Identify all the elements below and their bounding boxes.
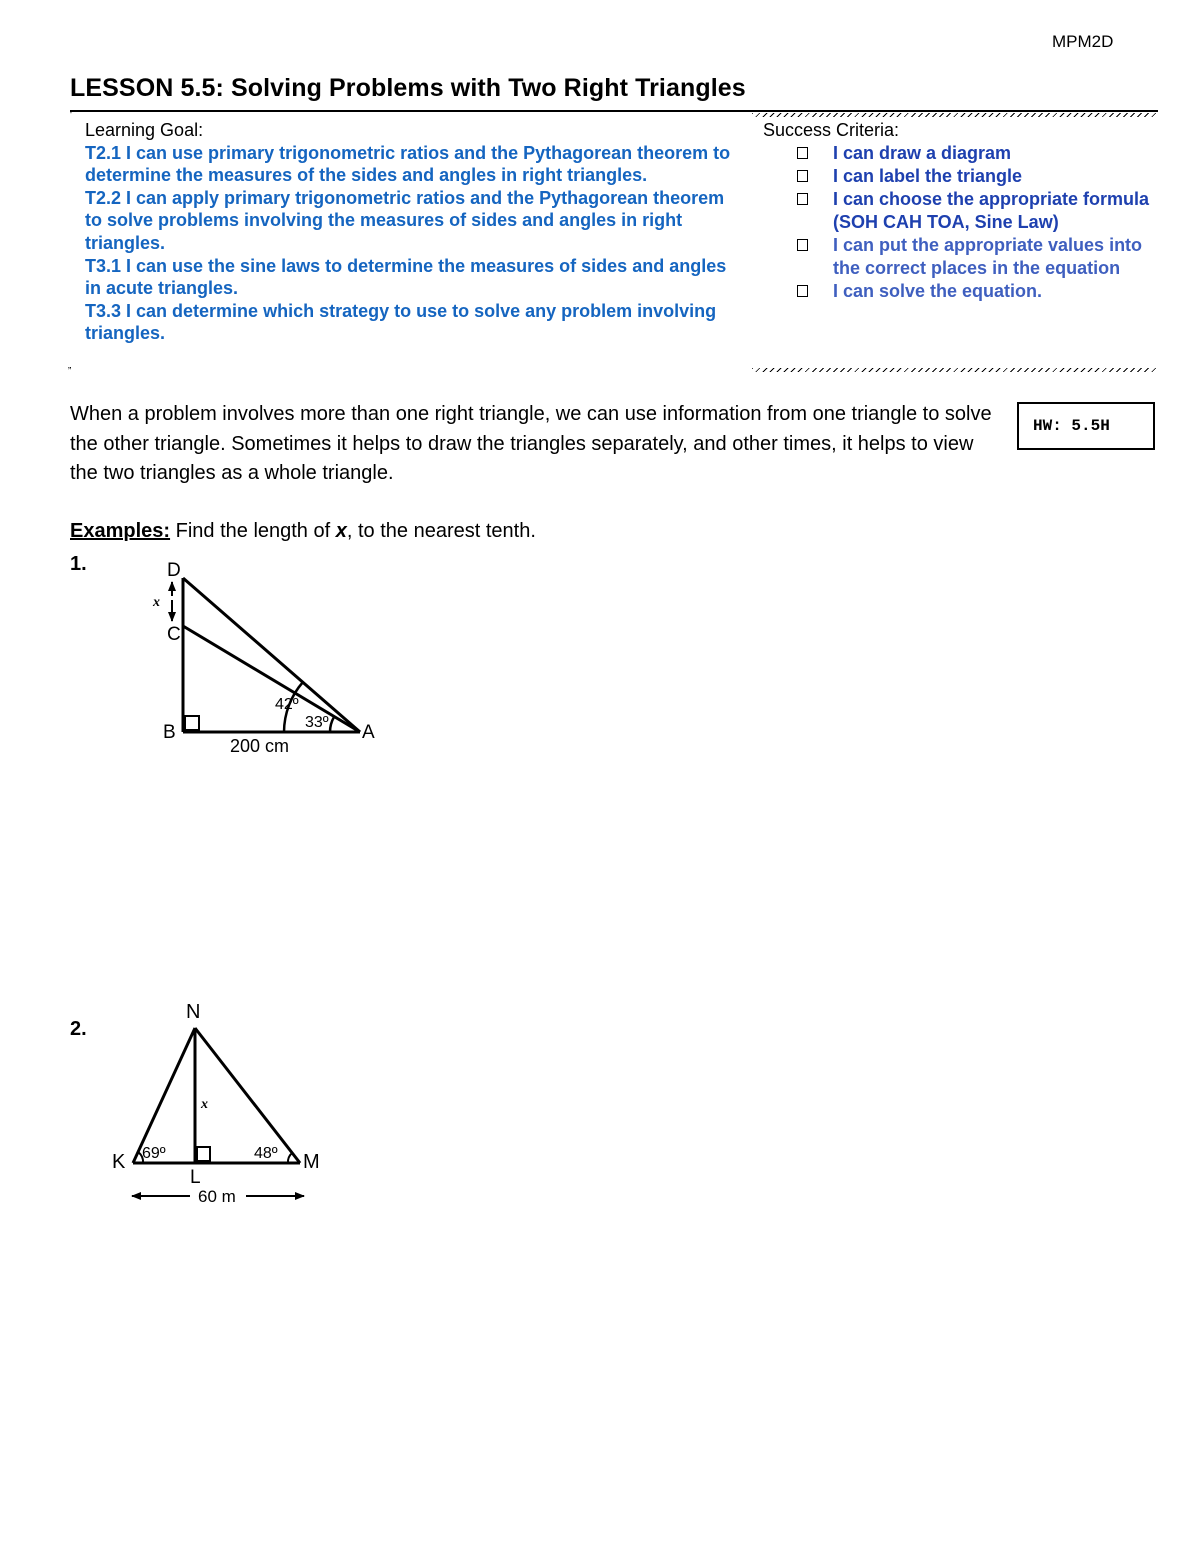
label-k: K <box>112 1151 126 1173</box>
homework-box: HW: 5.5H <box>1017 402 1155 450</box>
right-angle-mark <box>185 716 199 730</box>
criteria-text: I can draw a diagram <box>833 143 1012 163</box>
base-length-label: 60 m <box>198 1187 236 1206</box>
side-da <box>183 578 360 732</box>
learning-goal-item: T3.1 I can use the sine laws to determine the measures of sides and angles in acute triangles. <box>85 255 727 299</box>
learning-goal-item: T2.1 I can use primary trigonometric ratios and the Pythagorean theorem to determine the measures of the sides and angles in right triangles. <box>85 142 731 186</box>
course-code: MPM2D <box>1052 32 1114 51</box>
base-length-label: 200 cm <box>230 736 290 756</box>
examples-variable: x <box>335 520 347 542</box>
criteria-text: I can label the triangle <box>833 166 1023 186</box>
side-nm <box>195 1028 300 1163</box>
lesson-title: LESSON 5.5: Solving Problems with Two Right Triangles <box>70 74 746 102</box>
label-l: L <box>190 1167 201 1188</box>
success-criteria-heading: Success Criteria: <box>763 120 900 140</box>
example-2-number: 2. <box>70 1018 87 1040</box>
side-ca <box>183 626 360 732</box>
example-1-number: 1. <box>70 553 87 575</box>
label-d: D <box>167 560 181 581</box>
label-b: B <box>163 722 176 743</box>
examples-label: Examples: <box>70 520 171 542</box>
label-x: x <box>153 595 160 610</box>
angle-33-label: 33º <box>305 714 329 731</box>
intro-paragraph: When a problem involves more than one right triangle, we can use information from one triangle to solve the other triangle. Sometimes it helps to draw the triangles separately, and other times, it helps to view the two triangles as a whole triangle. <box>70 403 992 484</box>
examples-text: Find the length of <box>170 520 336 542</box>
label-m: M <box>303 1151 320 1173</box>
angle-42-label: 42º <box>275 696 299 713</box>
criteria-text: I can solve the equation. <box>833 281 1043 301</box>
corner-tick-bottom: „ <box>68 360 72 371</box>
corner-tick-top: ' <box>70 110 72 121</box>
learning-goal-item: T2.2 I can apply primary trigonometric ratios and the Pythagorean theorem to solve problems involving the measures of sides and angles in right triangles. <box>85 187 725 253</box>
angle-69-label: 69º <box>142 1145 166 1162</box>
examples-text-end: , to the nearest tenth. <box>346 520 536 542</box>
learning-goal-item: T3.3 I can determine which strategy to use to solve any problem involving triangles. <box>85 300 717 344</box>
example-1-diagram <box>152 560 375 756</box>
side-nk <box>133 1028 195 1163</box>
criteria-text: I can put the appropriate values into the correct places in the equation <box>833 235 1143 278</box>
label-x: x <box>201 1097 208 1112</box>
example-2-diagram <box>112 1001 320 1206</box>
criteria-text: I can choose the appropriate formula (SOH CAH TOA, Sine Law) <box>833 189 1150 232</box>
angle-arc-inner <box>330 717 334 732</box>
angle-48-label: 48º <box>254 1145 278 1162</box>
label-a: A <box>362 722 375 743</box>
right-angle-mark <box>197 1147 210 1161</box>
learning-goal-heading: Learning Goal: <box>85 120 204 140</box>
label-n: N <box>186 1001 201 1023</box>
label-c: C <box>167 624 181 645</box>
